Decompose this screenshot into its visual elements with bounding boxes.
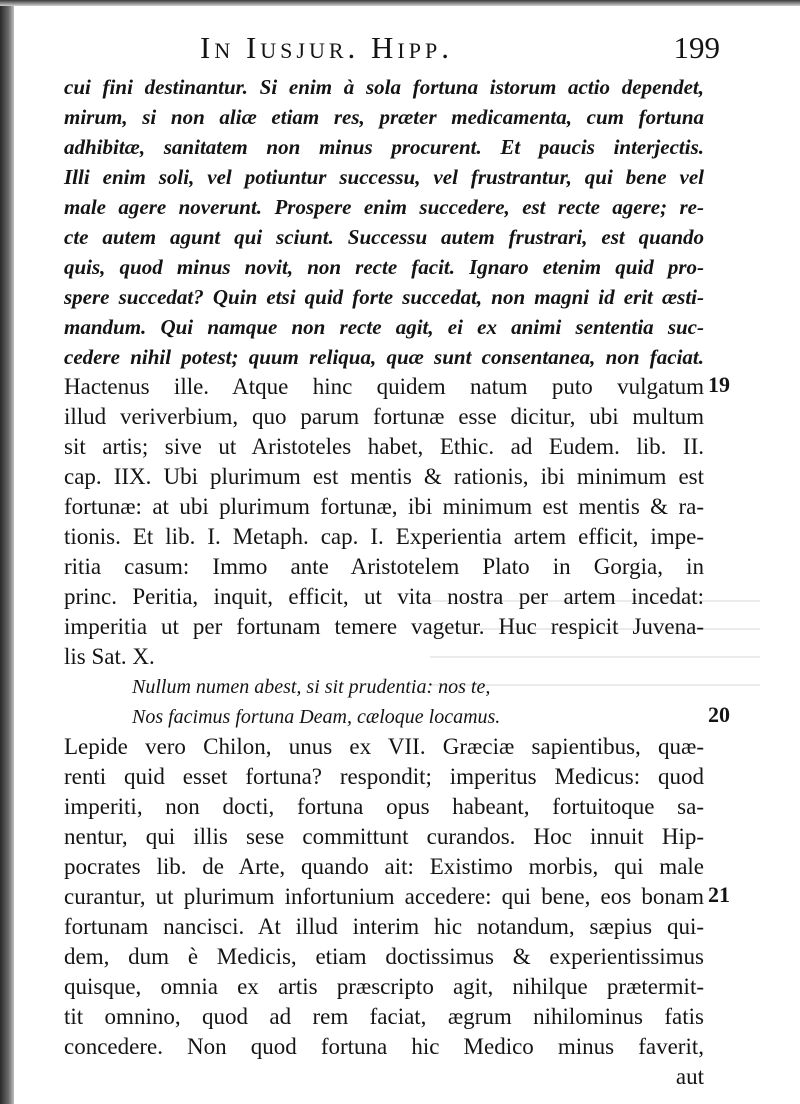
text-line: renti quid esset fortuna? respondit; imperitus Medicus: quod [64, 764, 704, 789]
text-line: mirum, si non aliæ etiam res, præter medicamenta, cum fortuna [64, 105, 704, 129]
text-line: tit omnino, quod ad rem faciat, ægrum nihilominus fatis [64, 1004, 704, 1029]
text-line: fortunam nancisci. At illud interim hic notandum, sæpius qui- [64, 914, 704, 939]
page-number: 199 [673, 30, 720, 65]
text-line: nentur, qui illis sese committunt curandos. Hoc innuit Hip- [64, 824, 704, 849]
text-line: imperiti, non docti, fortuna opus habeant, fortuitoque sa- [64, 794, 704, 819]
body-text [64, 72, 704, 1092]
verse-line: Nullum numen abest, si sit prudentia: nos te, [132, 676, 491, 698]
text-line: princ. Peritia, inquit, efficit, ut vita nostra per artem incedat: [64, 584, 704, 609]
text-line: Hactenus ille. Atque hinc quidem natum puto vulgatum [64, 374, 704, 399]
page-top-shadow [0, 0, 800, 6]
text-line: cte autem agunt qui sciunt. Successu autem frustrari, est quando [64, 225, 704, 249]
text-line: concedere. Non quod fortuna hic Medico minus faverit, [64, 1034, 704, 1059]
text-line: adhibitæ, sanitatem non minus procurent. Et paucis interjectis. [64, 135, 704, 159]
text-line: illud veriverbium, quo parum fortunæ esse dicitur, ubi multum [64, 404, 704, 429]
text-line: quisque, omnia ex artis præscripto agit, nihilque prætermit- [64, 974, 704, 999]
text-line: cap. IIX. Ubi plurimum est mentis & rationis, ibi minimum est [64, 464, 704, 489]
catchword: aut [675, 1064, 704, 1089]
text-line: ritia casum: Immo ante Aristotelem Plato in Gorgia, in [64, 554, 704, 579]
margin-number: 19 [708, 372, 730, 397]
margin-number: 20 [708, 702, 730, 727]
text-line: Lepide vero Chilon, unus ex VII. Græciæ sapientibus, quæ- [64, 734, 704, 759]
text-line: male agere noverunt. Prospere enim succedere, est recte agere; re- [64, 195, 704, 219]
text-line: cui fini destinantur. Si enim à sola fortuna istorum actio dependet, [64, 75, 704, 99]
text-line: sit artis; sive ut Aristoteles habet, Ethic. ad Eudem. lib. II. [64, 434, 704, 459]
page-header [60, 28, 720, 68]
margin-number: 21 [708, 882, 730, 907]
text-line: spere succedat? Quin etsi quid forte succedat, non magni id erit æsti- [64, 285, 704, 309]
page-edge-shadow [0, 0, 14, 1104]
text-line: imperitia ut per fortunam temere vagetur. Huc respicit Juvena- [64, 614, 704, 639]
running-head: In Iusjur. Hipp. [200, 30, 453, 65]
text-line: mandum. Qui namque non recte agit, ei ex animi sententia suc- [64, 315, 704, 339]
text-line: lis Sat. X. [64, 644, 155, 669]
text-line: cedere nihil potest; quum reliqua, quæ sunt consentanea, non faciat. [64, 345, 704, 369]
text-line: curantur, ut plurimum infortunium accedere: qui bene, eos bonam [64, 884, 704, 909]
text-line: tionis. Et lib. I. Metaph. cap. I. Experientia artem efficit, impe- [64, 524, 704, 549]
text-line: pocrates lib. de Arte, quando ait: Existimo morbis, qui male [64, 854, 704, 879]
verse-line: Nos facimus fortuna Deam, cæloque locamus. [132, 706, 501, 728]
text-line: dem, dum è Medicis, etiam doctissimus & experientissimus [64, 944, 704, 969]
text-line: fortunæ: at ubi plurimum fortunæ, ibi minimum est mentis & ra- [64, 494, 704, 519]
text-line: Illi enim soli, vel potiuntur successu, vel frustrantur, qui bene vel [64, 165, 704, 189]
text-line: quis, quod minus novit, non recte facit. Ignaro etenim quid pro- [64, 255, 704, 279]
